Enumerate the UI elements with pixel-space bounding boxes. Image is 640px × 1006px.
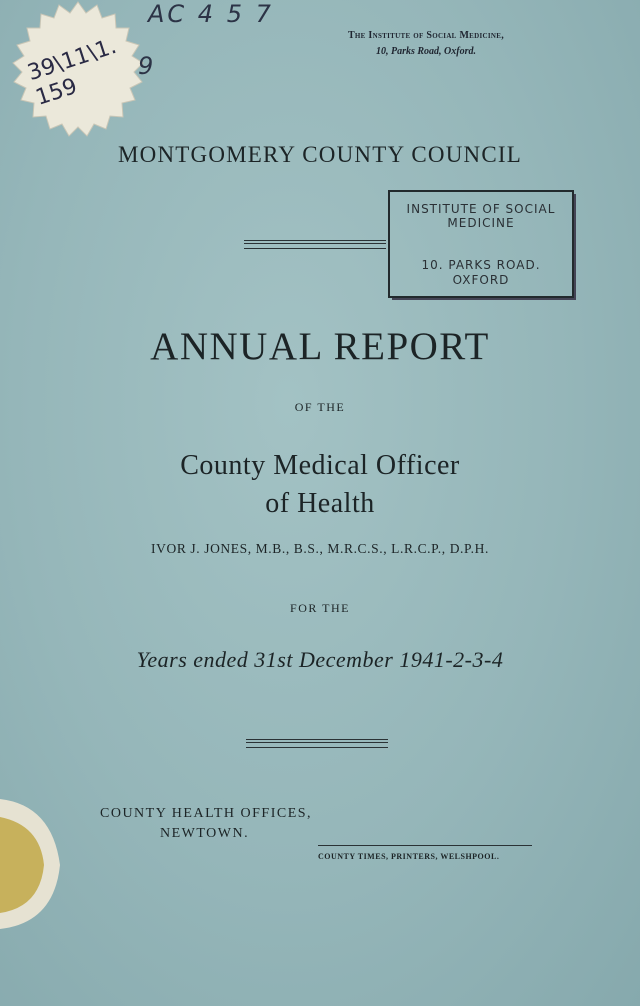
library-stamp-line3: 10. PARKS ROAD. [421,258,541,272]
divider-bottom [246,739,388,748]
report-title: ANNUAL REPORT [150,325,490,368]
council-name: MONTGOMERY COUNTY COUNCIL [118,142,522,167]
library-stamp-line4: OXFORD [452,273,510,287]
printer-rule [318,845,532,846]
tab-sticker [0,795,62,933]
officer-title-line2: of Health [265,488,375,519]
offices-line1: COUNTY HEALTH OFFICES, [100,806,313,821]
handwritten-digit: 9 [138,52,154,80]
institute-stamp-line1: The Institute of Social Medicine, [347,30,505,41]
accession-number: AC 4 5 7 [148,0,274,28]
author-credentials: IVOR J. JONES, M.B., B.S., M.R.C.S., L.R.C.P., D.P.H. [151,541,489,556]
institute-stamp [312,28,540,60]
officer-title-line1: County Medical Officer [180,450,460,481]
library-stamp-line1: INSTITUTE OF SOCIAL [406,202,556,216]
offices-line2: NEWTOWN. [160,826,250,841]
of-the-label: OF THE [294,400,346,414]
printer-credit: COUNTY TIMES, PRINTERS, WELSHPOOL. [318,852,500,861]
report-years: Years ended 31st December 1941-2-3-4 [136,647,504,672]
library-stamp [388,190,574,298]
institute-stamp-line2: 10, Parks Road, Oxford. [375,46,476,57]
divider-top [244,240,386,249]
seal-note: 39\11\1. 159 [24,33,120,111]
library-stamp-line2: MEDICINE [447,216,515,230]
for-the-label: FOR THE [290,601,350,615]
